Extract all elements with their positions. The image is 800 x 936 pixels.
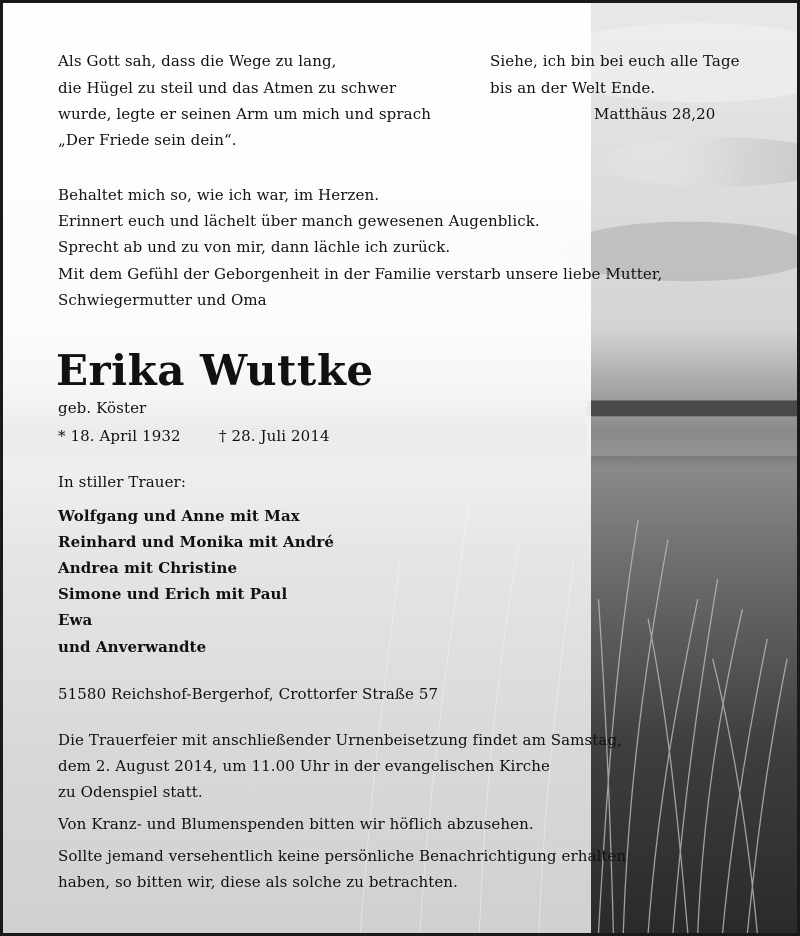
address: 51580 Reichshof-Bergerhof, Crottorfer Straße 57 <box>58 685 439 703</box>
deceased-name: Erika Wuttke <box>56 346 374 395</box>
message-line-4: Mit dem Gefühl der Geborgenheit in der Familie verstarb unsere liebe Mutter, <box>58 265 663 283</box>
message-line-1: Behaltet mich so, wie ich war, im Herzen. <box>58 186 380 204</box>
message-line-2: Erinnert euch und lächelt über manch gewesenen Augenblick. <box>58 212 540 230</box>
mourner-6: und Anverwandte <box>58 638 207 656</box>
mourner-2: Reinhard und Monika mit André <box>58 533 335 551</box>
verse-reference: Matthäus 28,20 <box>594 105 716 123</box>
mourner-1: Wolfgang und Anne mit Max <box>58 507 300 525</box>
poem-line-4: „Der Friede sein dein“. <box>58 131 237 149</box>
mourner-3: Andrea mit Christine <box>58 559 238 577</box>
message-line-3: Sprecht ab und zu von mir, dann lächle ich zurück. <box>58 238 451 256</box>
funeral-line-2: dem 2. August 2014, um 11.00 Uhr in der evangelischen Kirche <box>58 757 550 775</box>
mourning-intro: In stiller Trauer: <box>58 473 186 491</box>
poem-line-3: wurde, legte er seinen Arm um mich und sprach <box>58 105 431 123</box>
birth-date: * 18. April 1932 <box>58 427 181 445</box>
poem-line-2: die Hügel zu steil und das Atmen zu schwer <box>58 79 397 97</box>
mourner-5: Ewa <box>58 611 93 629</box>
death-date: † 28. Juli 2014 <box>219 427 330 445</box>
poem-line-1: Als Gott sah, dass die Wege zu lang, <box>58 52 337 70</box>
notice-line-1: Sollte jemand versehentlich keine persönliche Benachrichtigung erhalten <box>58 847 627 865</box>
message-line-5: Schwiegermutter und Oma <box>58 291 267 309</box>
funeral-line-1: Die Trauerfeier mit anschließender Urnenbeisetzung findet am Samstag, <box>58 731 623 749</box>
notice-text <box>3 3 797 933</box>
flowers-note: Von Kranz- und Blumenspenden bitten wir höflich abzusehen. <box>58 815 534 833</box>
verse-line-2: bis an der Welt Ende. <box>490 79 656 97</box>
funeral-line-3: zu Odenspiel statt. <box>58 783 203 801</box>
mourner-4: Simone und Erich mit Paul <box>58 585 288 603</box>
notice-line-2: haben, so bitten wir, diese als solche zu betrachten. <box>58 873 458 891</box>
maiden-name: geb. Köster <box>58 399 147 417</box>
verse-line-1: Siehe, ich bin bei euch alle Tage <box>490 52 740 70</box>
